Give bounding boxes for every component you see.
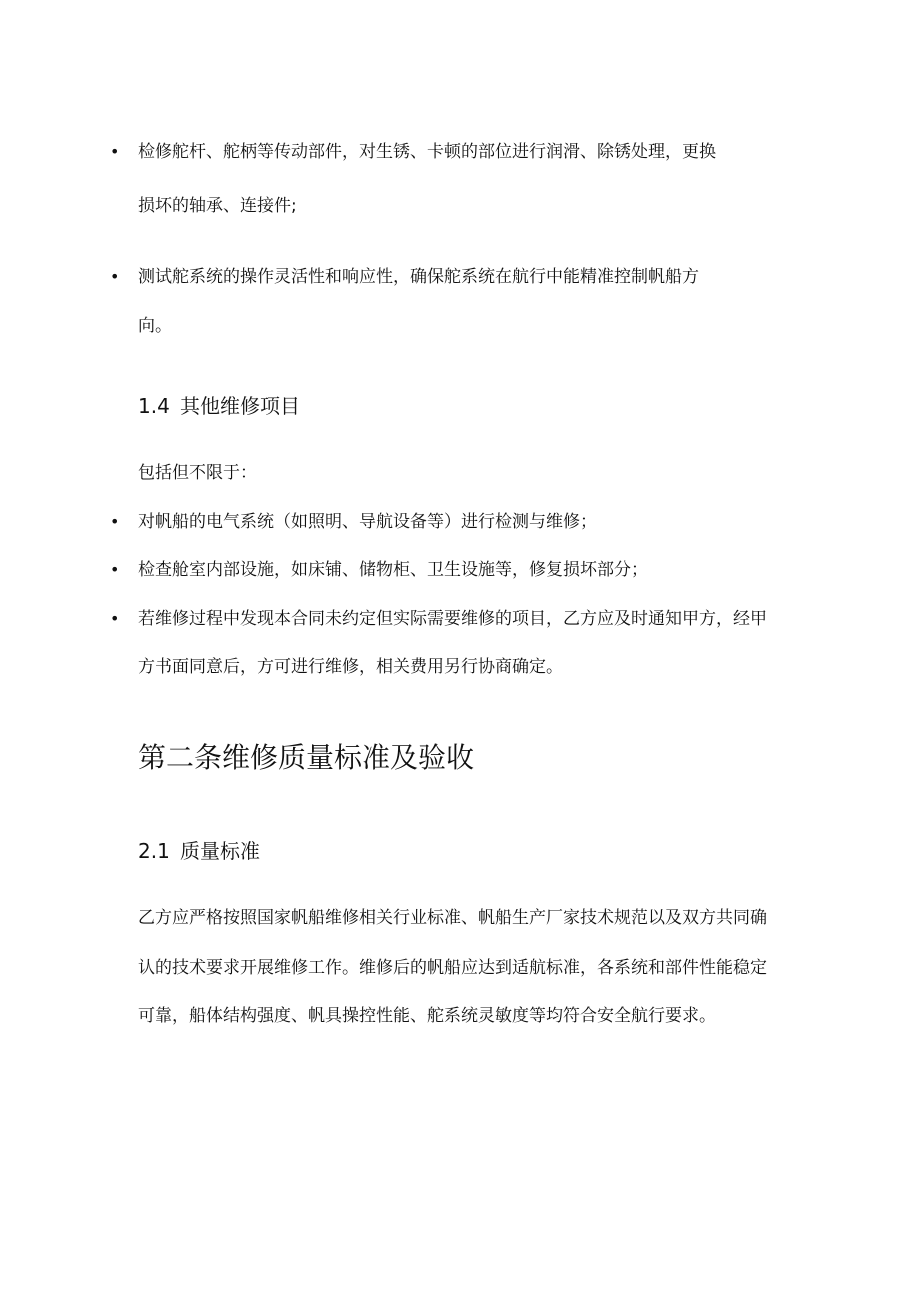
section-heading-2-1	[138, 838, 260, 864]
section-title: 其他维修项目	[180, 394, 300, 418]
paragraph-line: 乙方应严格按照国家帆船维修相关行业标准、帆船生产厂家技术规范以及双方共同确	[138, 908, 767, 928]
section-heading-1-4	[138, 393, 300, 419]
bullet-text-line: 检查舱室内部设施，如床铺、储物柜、卫生设施等，修复损坏部分；	[138, 560, 648, 580]
bullet-text-line: 对帆船的电气系统（如照明、导航设备等）进行检测与维修；	[138, 512, 597, 532]
bullet-marker: •	[110, 512, 120, 531]
paragraph-line: 可靠，船体结构强度、帆具操控性能、舵系统灵敏度等均符合安全航行要求。	[138, 1006, 716, 1026]
bullet-marker: •	[110, 609, 120, 628]
bullet-marker: •	[110, 560, 120, 579]
section-intro: 包括但不限于：	[138, 463, 257, 483]
bullet-text-line: 方书面同意后，方可进行维修，相关费用另行协商确定。	[138, 657, 563, 677]
bullet-text-line: 检修舵杆、舵柄等传动部件，对生锈、卡顿的部位进行润滑、除锈处理，更换	[138, 142, 716, 162]
section-number: 2.1	[138, 839, 170, 863]
bullet-text-line: 测试舵系统的操作灵活性和响应性，确保舵系统在航行中能精准控制帆船方	[138, 267, 699, 287]
paragraph-line: 认的技术要求开展维修工作。维修后的帆船应达到适航标准，各系统和部件性能稳定	[138, 958, 767, 978]
section-title: 质量标准	[180, 839, 260, 863]
bullet-text-line: 损坏的轴承、连接件;	[138, 196, 297, 216]
bullet-text-line: 向。	[138, 316, 172, 336]
bullet-marker: •	[110, 142, 120, 161]
article-heading: 第二条维修质量标准及验收	[138, 741, 475, 774]
section-number: 1.4	[138, 394, 170, 418]
bullet-marker: •	[110, 267, 120, 286]
bullet-text-line: 若维修过程中发现本合同未约定但实际需要维修的项目，乙方应及时通知甲方，经甲	[138, 609, 767, 629]
